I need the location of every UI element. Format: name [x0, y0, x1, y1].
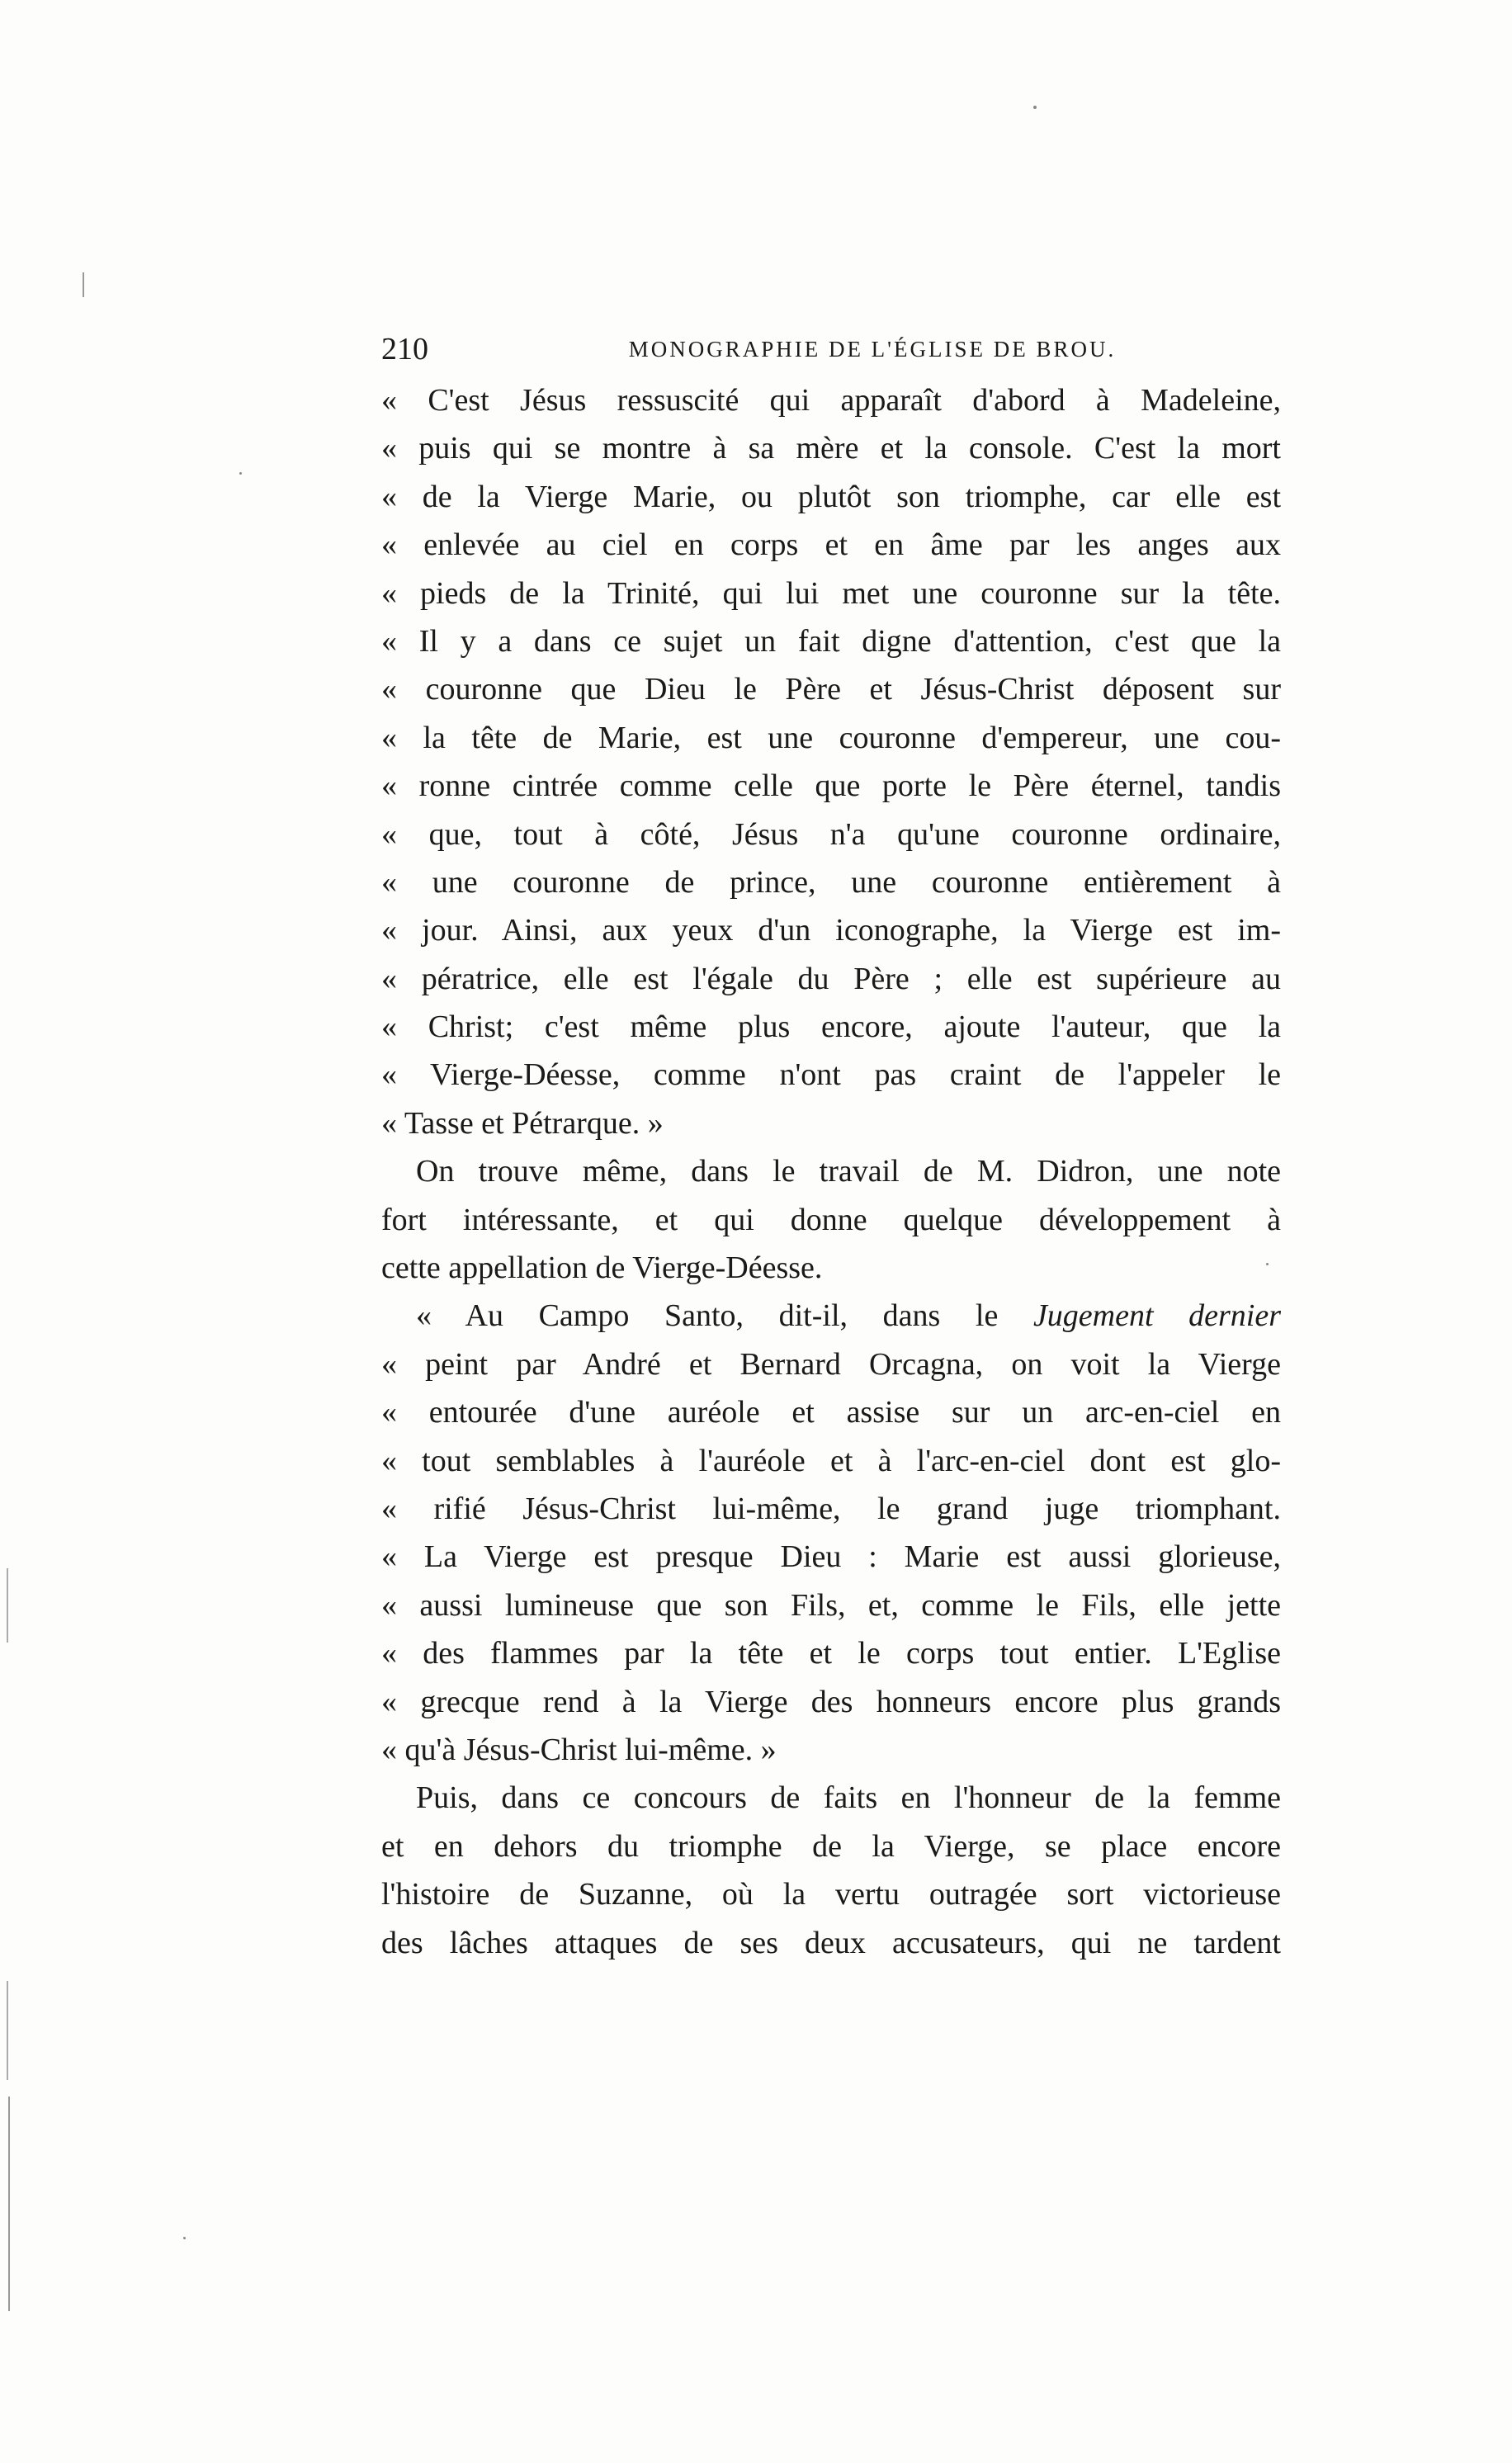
page-header — [381, 329, 1281, 370]
text-line: des lâches attaques de ses deux accusateurs, qui ne tardent — [381, 1925, 1281, 1960]
scan-speck — [7, 1981, 8, 2080]
text-line: « couronne que Dieu le Père et Jésus-Christ déposent sur — [381, 672, 1281, 707]
text-line: « qu'à Jésus-Christ lui-même. » — [381, 1732, 777, 1767]
paragraph-start-line: Puis, dans ce concours de faits en l'honneur de la femme — [416, 1780, 1281, 1816]
paragraph-start-line: On trouve même, dans le travail de M. Didron, une note — [416, 1154, 1281, 1189]
scan-speck — [183, 2237, 186, 2239]
text-line: « puis qui se montre à sa mère et la console. C'est la mort — [381, 431, 1281, 466]
text-line: « peint par André et Bernard Orcagna, on voit la Vierge — [381, 1346, 1281, 1382]
text-line: « entourée d'une auréole et assise sur un arc-en-ciel en — [381, 1395, 1281, 1430]
text-line: fort intéressante, et qui donne quelque développement à — [381, 1202, 1281, 1237]
paragraph-start-line — [381, 1292, 1281, 1340]
scan-speck — [1266, 1263, 1269, 1265]
italic-title: Jugement dernier — [1032, 1298, 1281, 1334]
text-line: « pératrice, elle est l'égale du Père ; elle est supérieure au — [381, 961, 1281, 996]
text-line: « Tasse et Pétrarque. » — [381, 1105, 664, 1141]
text-line: « C'est Jésus ressuscité qui apparaît d'abord à Madeleine, — [381, 383, 1281, 418]
text-line: « grecque rend à la Vierge des honneurs encore plus grands — [381, 1684, 1281, 1719]
text-line: « ronne cintrée comme celle que porte le Père éternel, tandis — [381, 768, 1281, 804]
text-line: et en dehors du triomphe de la Vierge, se place encore — [381, 1828, 1281, 1864]
text-line: « rifié Jésus-Christ lui-même, le grand juge triomphant. — [381, 1491, 1281, 1526]
text-line: « une couronne de prince, une couronne entièrement à — [381, 864, 1281, 900]
body-text — [381, 376, 1281, 1967]
text-line: « Christ; c'est même plus encore, ajoute l'auteur, que la — [381, 1009, 1281, 1045]
text-line: « Vierge-Déesse, comme n'ont pas craint de l'appeler le — [381, 1057, 1281, 1093]
scan-speck — [239, 472, 242, 475]
text-line: « La Vierge est presque Dieu : Marie est aussi glorieuse, — [381, 1539, 1281, 1575]
text-line: l'histoire de Suzanne, où la vertu outragée sort victorieuse — [381, 1877, 1281, 1912]
text-line: « de la Vierge Marie, ou plutôt son triomphe, car elle est — [381, 479, 1281, 514]
scan-speck — [83, 272, 84, 297]
page-number: 210 — [381, 332, 428, 366]
text-line: « enlevée au ciel en corps et en âme par les anges aux — [381, 527, 1281, 563]
text-line: « aussi lumineuse que son Fils, et, comme le Fils, elle jette — [381, 1587, 1281, 1623]
text-line: « que, tout à côté, Jésus n'a qu'une couronne ordinaire, — [381, 816, 1281, 852]
text-line: « tout semblables à l'auréole et à l'arc-en-ciel dont est glo- — [381, 1443, 1281, 1478]
text-line-start: « Au Campo Santo, dit-il, dans le — [416, 1298, 999, 1334]
text-line: « des flammes par la tête et le corps tout entier. L'Eglise — [381, 1636, 1281, 1671]
text-line: « pieds de la Trinité, qui lui met une couronne sur la tête. — [381, 575, 1281, 611]
text-line: « Il y a dans ce sujet un fait digne d'attention, c'est que la — [381, 623, 1281, 659]
text-line: cette appellation de Vierge-Déesse. — [381, 1250, 823, 1286]
scan-speck — [7, 1568, 8, 1643]
scan-speck — [8, 2097, 10, 2311]
text-line: « jour. Ainsi, aux yeux d'un iconographe, la Vierge est im- — [381, 913, 1281, 948]
scan-speck — [1033, 106, 1037, 109]
text-line: « la tête de Marie, est une couronne d'empereur, une cou- — [381, 720, 1281, 755]
running-head: MONOGRAPHIE DE L'ÉGLISE DE BROU. — [628, 337, 1117, 362]
